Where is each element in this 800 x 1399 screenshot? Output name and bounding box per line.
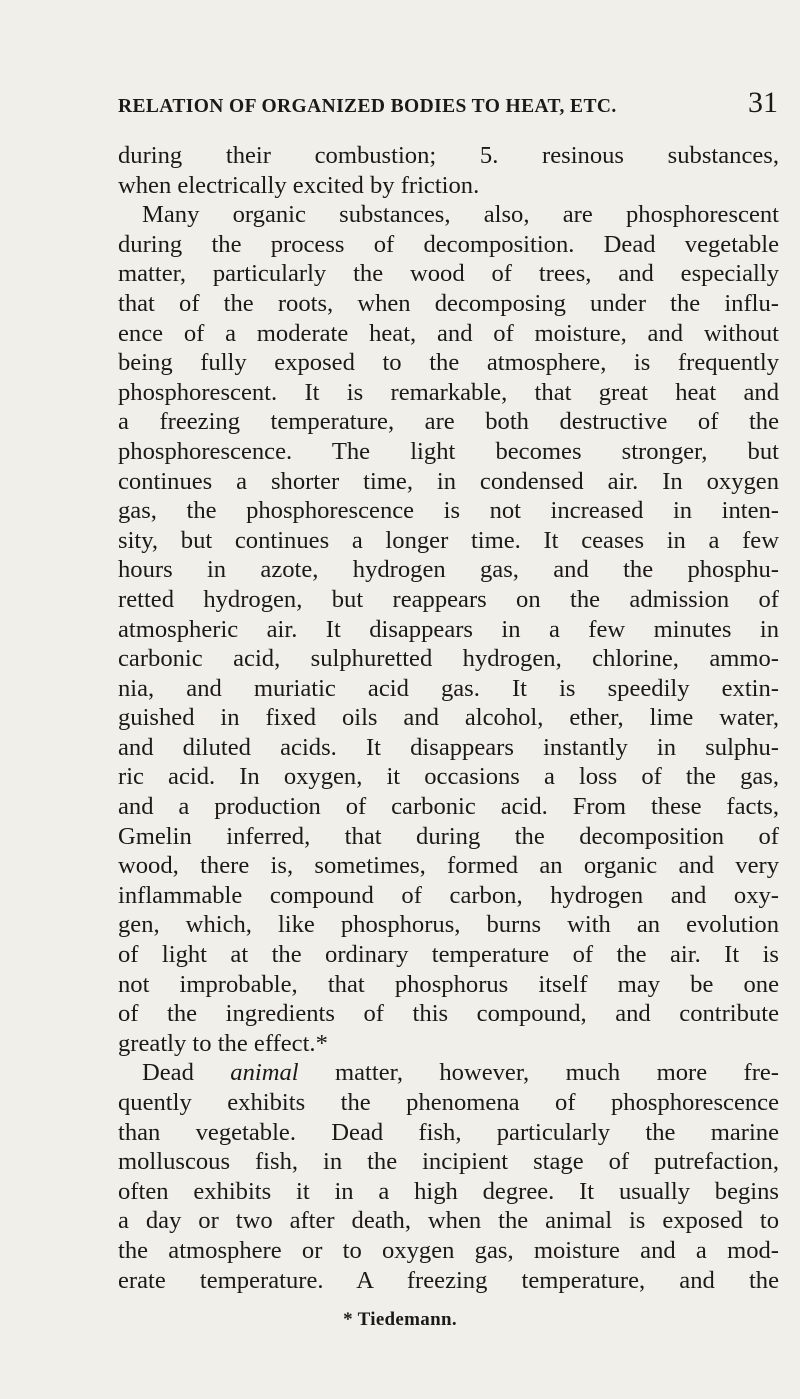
text-line: hours in azote, hydrogen gas, and the phosphu- — [118, 556, 779, 584]
text-line: carbonic acid, sulphuretted hydrogen, chlorine, ammo- — [118, 645, 779, 673]
running-header — [118, 88, 778, 128]
text-line: Many organic substances, also, are phosphorescent — [142, 201, 779, 229]
text-line: matter, particularly the wood of trees, and especially — [118, 260, 779, 288]
text-line: a freezing temperature, are both destructive of the — [118, 408, 779, 436]
body-text — [118, 141, 779, 1295]
text-line: wood, there is, sometimes, formed an organic and very — [118, 852, 779, 880]
text-line: continues a shorter time, in condensed air. In oxygen — [118, 467, 779, 495]
text-line: during their combustion; 5. resinous substances, — [118, 142, 779, 169]
emphasis-animal: animal — [230, 1059, 299, 1087]
text-line: atmospheric air. It disappears in a few minutes in — [118, 615, 779, 643]
text-line: gas, the phosphorescence is not increased in inten- — [118, 497, 779, 525]
text-line: not improbable, that phosphorus itself may be one — [118, 970, 779, 998]
text-line: of the ingredients of this compound, and contribute — [118, 1000, 779, 1028]
text-line: than vegetable. Dead fish, particularly the marine — [118, 1118, 779, 1146]
text-line: retted hydrogen, but reappears on the admission of — [118, 585, 779, 613]
text-line: sity, but continues a longer time. It ceases in a few — [118, 526, 779, 554]
text-line — [118, 1058, 779, 1088]
text-line: Gmelin inferred, that during the decomposition of — [118, 822, 779, 850]
footnote: * Tiedemann. — [343, 1309, 457, 1330]
text-line: phosphorescent. It is remarkable, that great heat and — [118, 378, 779, 406]
text-line: nia, and muriatic acid gas. It is speedily extin- — [118, 674, 779, 702]
text-line: guished in fixed oils and alcohol, ether, lime water, — [118, 704, 779, 732]
text-line: inflammable compound of carbon, hydrogen and oxy- — [118, 881, 779, 909]
text-line: that of the roots, when decomposing under the influ- — [118, 289, 779, 317]
text-line: ric acid. In oxygen, it occasions a loss of the gas, — [118, 763, 779, 791]
text-line: molluscous fish, in the incipient stage of putrefaction, — [118, 1148, 779, 1176]
page-number: 31 — [748, 86, 778, 119]
text-line: of light at the ordinary temperature of the air. It is — [118, 941, 779, 969]
text-line: during the process of decomposition. Dead vegetable — [118, 230, 779, 258]
text-line: being fully exposed to the atmosphere, is frequently — [118, 349, 779, 377]
text-line: greatly to the effect.* — [118, 1029, 328, 1057]
running-title: RELATION OF ORGANIZED BODIES TO HEAT, ETC. — [118, 96, 617, 117]
text-line: ence of a moderate heat, and of moisture, and without — [118, 319, 779, 347]
para2-start: Dead — [142, 1059, 231, 1087]
text-line: gen, which, like phosphorus, burns with an evolution — [118, 911, 779, 939]
text-line: and diluted acids. It disappears instantly in sulphu- — [118, 733, 779, 761]
text-line: phosphorescence. The light becomes stronger, but — [118, 437, 779, 465]
para2-rest: matter, however, much more fre- — [298, 1059, 779, 1087]
text-line: and a production of carbonic acid. From these facts, — [118, 793, 779, 821]
text-line: a day or two after death, when the animal is exposed to — [118, 1207, 779, 1235]
text-line: the atmosphere or to oxygen gas, moisture and a mod- — [118, 1236, 779, 1264]
text-line: often exhibits it in a high degree. It usually begins — [118, 1177, 779, 1205]
text-line: when electrically excited by friction. — [118, 171, 480, 199]
text-line: quently exhibits the phenomena of phosphorescence — [118, 1089, 779, 1116]
text-line: erate temperature. A freezing temperature, and the — [118, 1266, 779, 1294]
